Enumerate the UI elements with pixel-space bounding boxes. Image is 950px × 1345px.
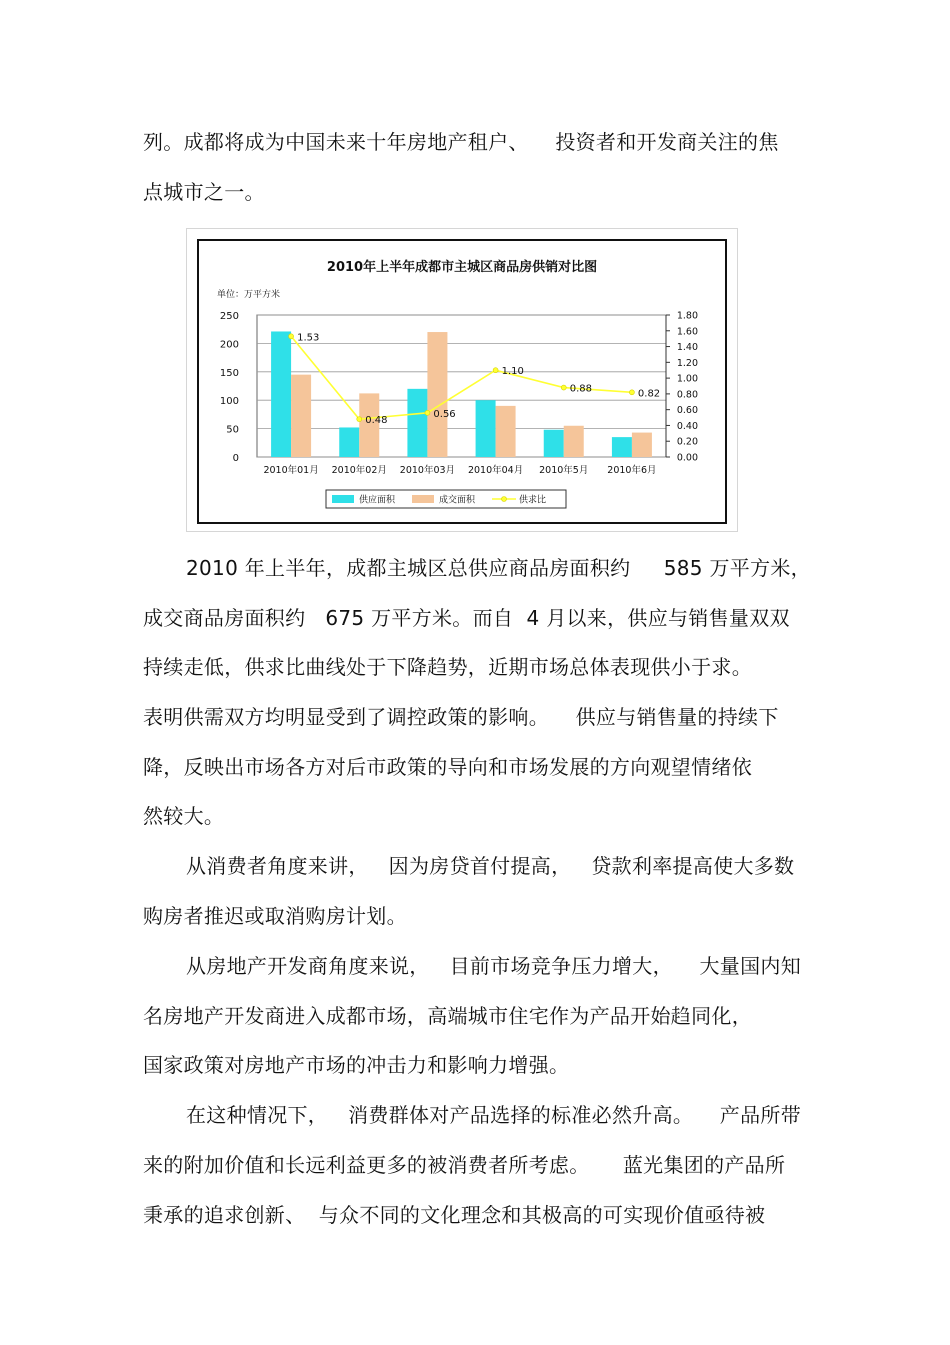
ratio-data-label: 0.82 bbox=[637, 388, 661, 400]
ratio-point bbox=[289, 334, 294, 339]
text-line: 从消费者角度来讲， 因为房贷首付提高， 贷款利率提高使大多数 bbox=[186, 854, 795, 878]
text-line: 国家政策对房地产市场的冲击力和影响力增强。 bbox=[143, 1053, 570, 1077]
ratio-point bbox=[629, 390, 634, 395]
right-axis-tick-label: 0.00 bbox=[676, 452, 698, 464]
right-axis-tick-label: 1.60 bbox=[676, 326, 698, 338]
ratio-data-label: 0.88 bbox=[569, 383, 593, 395]
x-axis-tick-label: 2010年5月 bbox=[539, 465, 589, 476]
chart-panel bbox=[197, 239, 727, 524]
text-line: 2010 年上半年，成都主城区总供应商品房面积约 585 万平方米， bbox=[186, 556, 811, 580]
text-line: 列。成都将成为中国未来十年房地产租户、 投资者和开发商关注的焦 bbox=[143, 130, 779, 154]
right-axis-tick-label: 1.00 bbox=[676, 373, 698, 385]
legend-label: 供应面积 bbox=[359, 495, 396, 506]
right-axis-tick-label: 1.40 bbox=[676, 342, 698, 354]
bar-deal bbox=[291, 375, 311, 457]
left-axis-tick-label: 150 bbox=[219, 367, 239, 379]
left-axis-tick-label: 100 bbox=[219, 396, 239, 408]
left-axis-tick-label: 250 bbox=[219, 311, 239, 322]
text-line: 在这种情况下， 消费群体对产品选择的标准必然升高。 产品所带 bbox=[186, 1103, 802, 1127]
x-axis-tick-label: 2010年03月 bbox=[399, 465, 456, 476]
right-axis-tick-label: 1.20 bbox=[676, 357, 698, 369]
left-axis-tick-label: 50 bbox=[226, 424, 239, 436]
ratio-line bbox=[291, 336, 632, 419]
bar-deal bbox=[564, 426, 584, 457]
x-axis-tick-label: 2010年6月 bbox=[607, 465, 657, 476]
text-line: 持续走低，供求比曲线处于下降趋势，近期市场总体表现供小于求。 bbox=[143, 655, 752, 679]
chart-unit-label: 单位：万平方米 bbox=[217, 290, 281, 300]
bar-supply bbox=[407, 389, 427, 457]
left-axis-tick-label: 200 bbox=[219, 339, 239, 351]
ratio-data-label: 1.53 bbox=[297, 332, 320, 344]
bar-supply bbox=[544, 430, 564, 457]
bar-deal bbox=[496, 406, 516, 457]
x-axis-tick-label: 2010年02月 bbox=[331, 465, 387, 476]
legend-marker bbox=[502, 497, 507, 502]
ratio-data-label: 0.56 bbox=[433, 408, 456, 420]
bar-supply bbox=[339, 427, 359, 457]
text-line: 点城市之一。 bbox=[143, 180, 265, 204]
text-line: 秉承的追求创新、 与众不同的文化理念和其极高的可实现价值亟待被 bbox=[143, 1203, 766, 1227]
text-line: 来的附加价值和长远利益更多的被消费者所考虑。 蓝光集团的产品所 bbox=[143, 1153, 786, 1177]
bar-supply bbox=[271, 331, 291, 457]
ratio-data-label: 1.10 bbox=[501, 366, 524, 378]
ratio-point bbox=[425, 410, 430, 415]
right-axis-tick-label: 1.80 bbox=[676, 310, 698, 322]
bar-deal bbox=[427, 332, 447, 457]
bar-supply bbox=[476, 400, 496, 457]
bar-deal bbox=[632, 433, 652, 457]
text-line: 购房者推迟或取消购房计划。 bbox=[143, 904, 407, 928]
supply-demand-chart bbox=[199, 241, 725, 522]
ratio-point bbox=[357, 417, 362, 422]
bar-supply bbox=[612, 437, 632, 457]
chart-title: 2010年上半年成都市主城区商品房供销对比图 bbox=[326, 260, 598, 275]
ratio-data-label: 0.48 bbox=[365, 415, 388, 427]
x-axis-tick-label: 2010年04月 bbox=[467, 465, 524, 476]
chart-frame bbox=[186, 228, 738, 532]
text-line: 名房地产开发商进入成都市场，高端城市住宅作为产品开始趋同化， bbox=[143, 1004, 752, 1028]
right-axis-tick-label: 0.20 bbox=[676, 436, 698, 448]
right-axis-tick-label: 0.40 bbox=[676, 420, 698, 432]
x-axis-tick-label: 2010年01月 bbox=[263, 465, 319, 476]
text-line: 表明供需双方均明显受到了调控政策的影响。 供应与销售量的持续下 bbox=[143, 705, 779, 729]
text-line: 然较大。 bbox=[143, 804, 225, 828]
right-axis-tick-label: 0.60 bbox=[676, 405, 698, 417]
ratio-point bbox=[561, 385, 566, 390]
right-axis-tick-label: 0.80 bbox=[676, 389, 698, 401]
text-line: 降，反映出市场各方对后市政策的导向和市场发展的方向观望情绪依 bbox=[143, 755, 752, 779]
text-line: 从房地产开发商角度来说， 目前市场竞争压力增大， 大量国内知 bbox=[186, 954, 802, 978]
left-axis-tick-label: 0 bbox=[232, 453, 239, 464]
legend-swatch bbox=[412, 495, 434, 503]
text-line: 成交商品房面积约 675 万平方米。而自 4 月以来，供应与销售量双双 bbox=[143, 606, 790, 630]
legend-label: 供求比 bbox=[519, 495, 547, 506]
ratio-point bbox=[493, 368, 498, 373]
legend-swatch bbox=[332, 495, 354, 503]
legend-label: 成交面积 bbox=[439, 495, 476, 506]
